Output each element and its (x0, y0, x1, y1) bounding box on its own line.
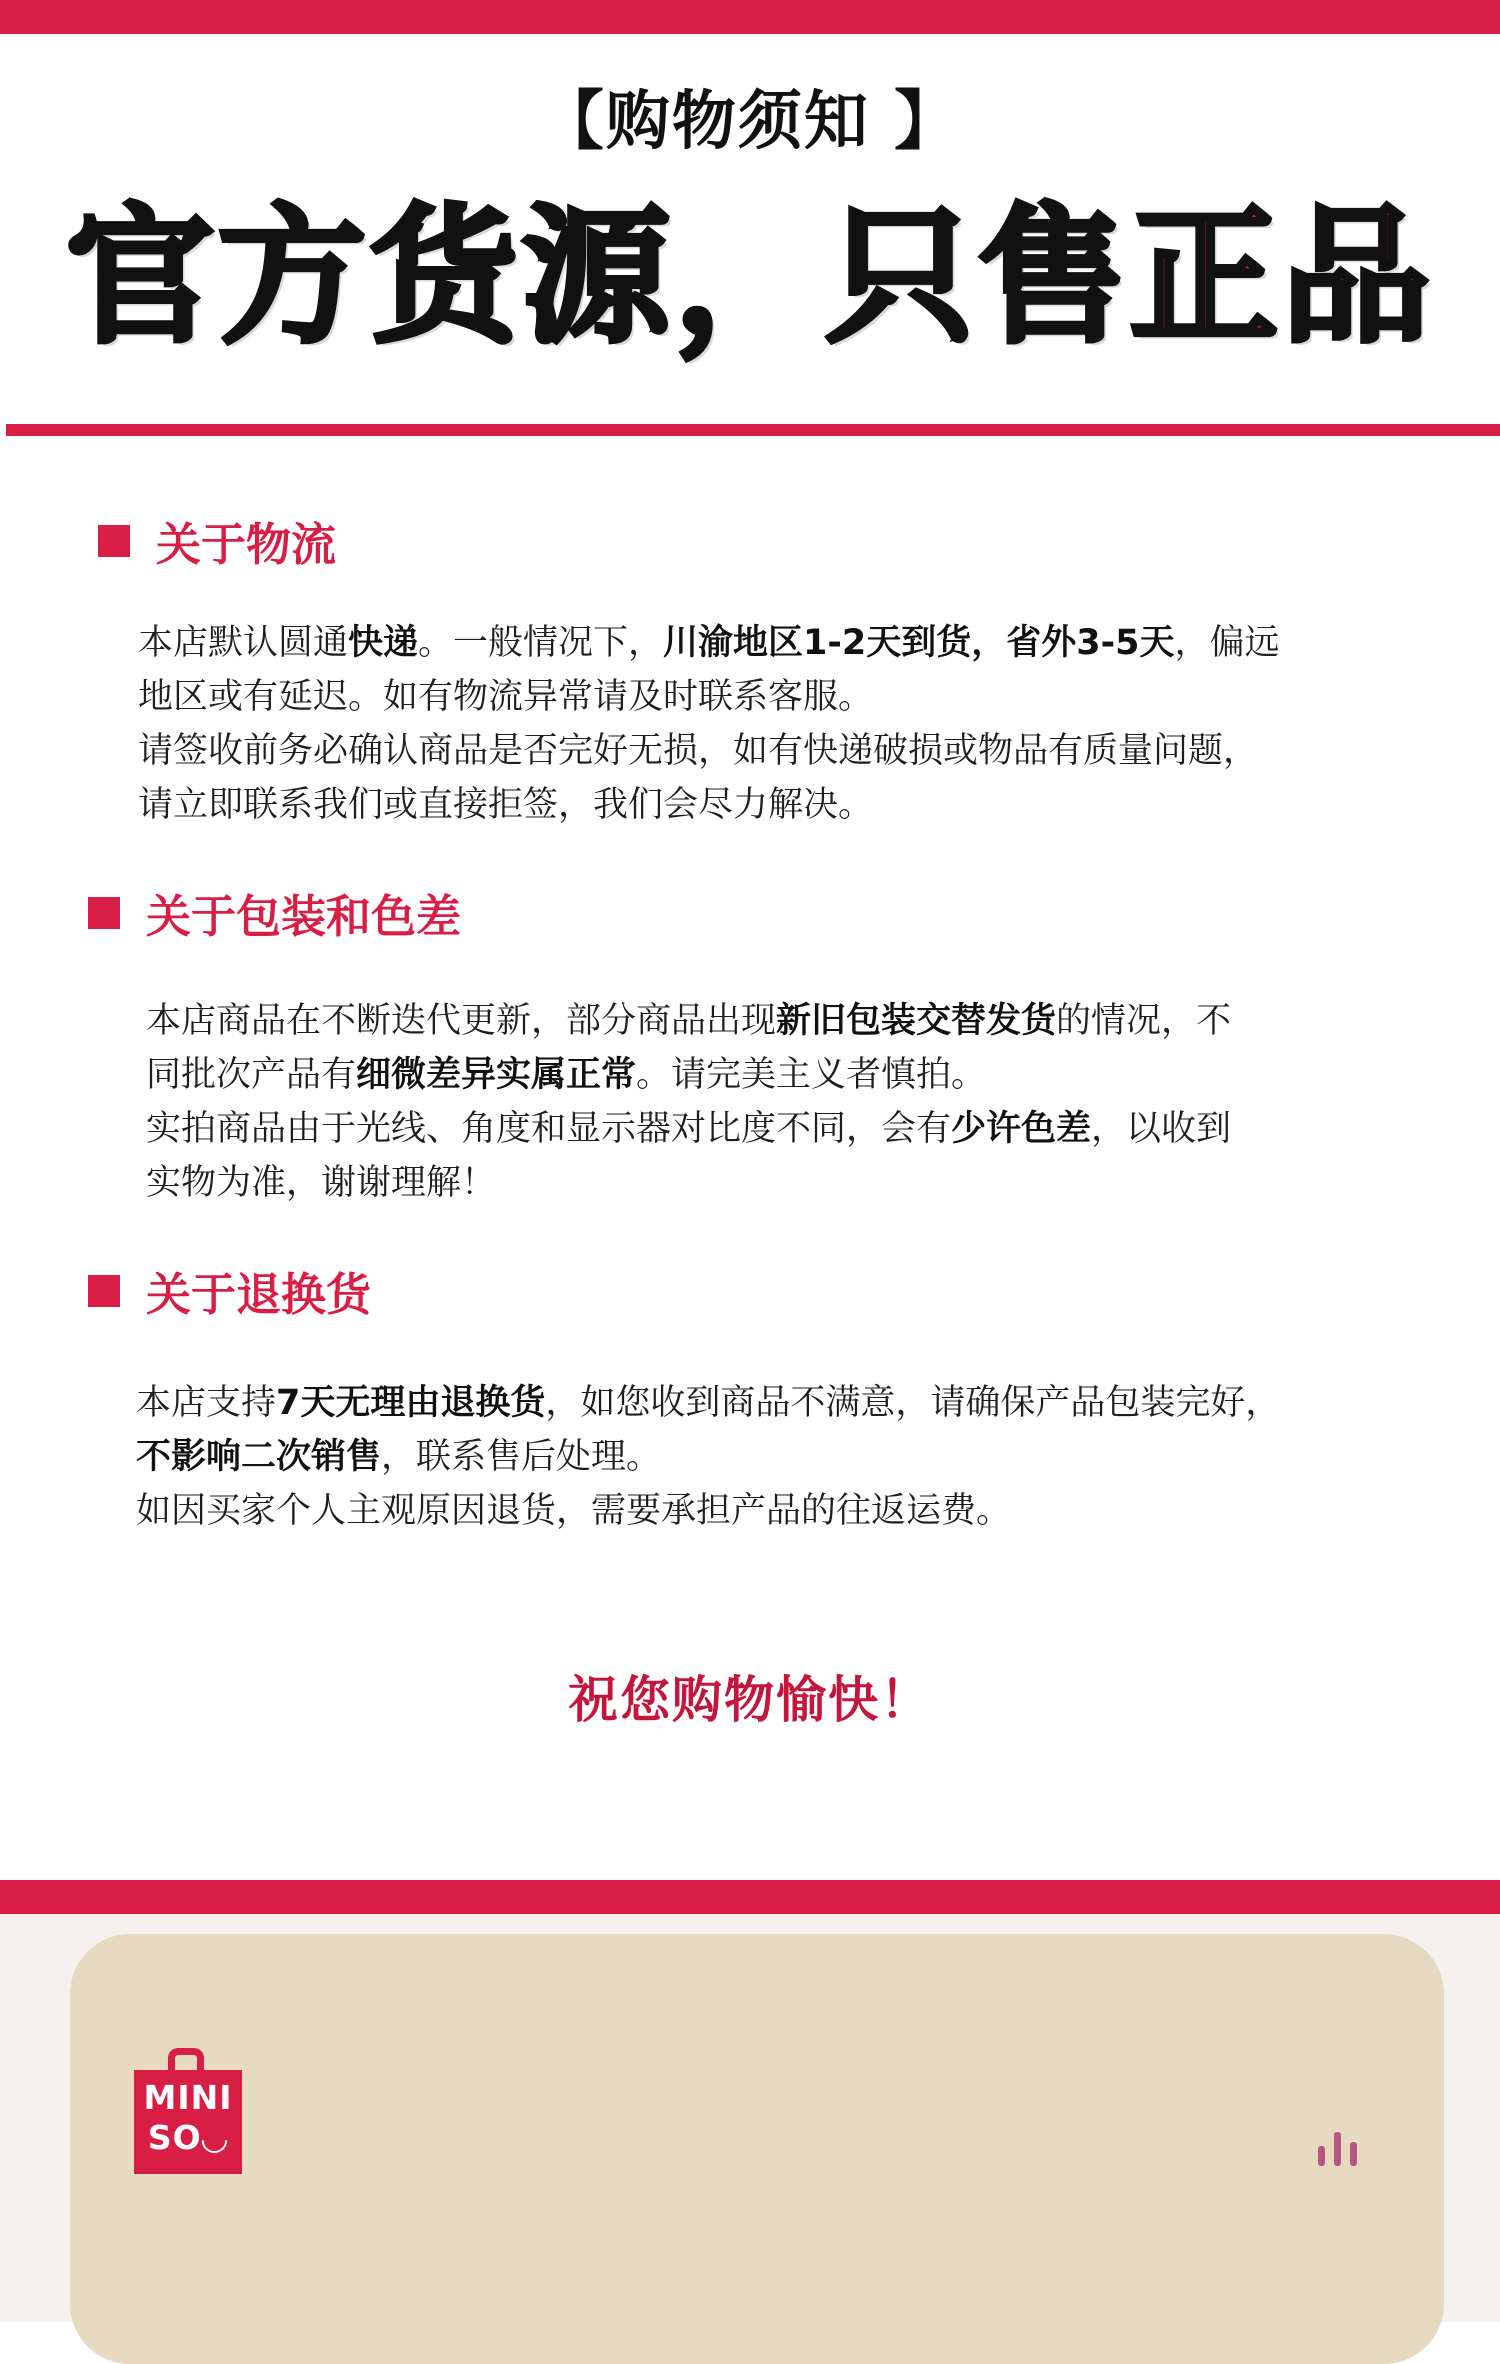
body-line (138, 670, 1438, 724)
bottom-accent-bar (0, 1880, 1500, 1914)
body-line (146, 994, 1446, 1048)
headline (60, 192, 1440, 362)
body-line (146, 1102, 1446, 1156)
body-text: 请签收前务必确认商品是否完好无损，如有快递破损或物品有质量问题， (138, 731, 1259, 771)
miniso-logo (134, 2048, 242, 2174)
headline-dark-text: 官方货源，只售 (66, 191, 1130, 363)
emphasis-text: 7天无理由退换货 (276, 1383, 546, 1423)
body-line (138, 778, 1438, 832)
body-text: ，联系售后处理。 (381, 1437, 662, 1477)
emphasis-text: 新旧包装交替发货 (776, 1001, 1057, 1041)
headline-red-text: 正品 (1130, 191, 1434, 363)
top-accent-bar (0, 0, 1500, 34)
logo-box (134, 2070, 242, 2174)
section-heading-logistics (98, 508, 336, 573)
emphasis-text: 川渝地区1-2天到货，省外3-5天 (663, 623, 1175, 663)
section-heading-returns (88, 1258, 371, 1323)
square-bullet-icon (98, 525, 130, 557)
section-body-logistics (138, 616, 1438, 832)
body-text: 实物为准，谢谢理解！ (146, 1163, 497, 1203)
section-body-returns (136, 1376, 1436, 1538)
square-bullet-icon (88, 897, 120, 929)
logo-line2: SO◡ (147, 2118, 229, 2157)
headline-divider (6, 424, 1500, 436)
body-text: 如因买家个人主观原因退货，需要承担产品的往返运费。 (136, 1491, 1012, 1531)
product-card (70, 1934, 1444, 2364)
body-text: 同批次产品有 (146, 1055, 357, 1095)
body-text: 实拍商品由于光线、角度和显示器对比度不同，会有 (146, 1109, 952, 1149)
body-text: ，偏远 (1174, 623, 1280, 663)
body-text: 本店商品在不断迭代更新，部分商品出现 (146, 1001, 777, 1041)
emphasis-text: 少许色差 (951, 1109, 1092, 1149)
body-text: ，以收到 (1091, 1109, 1232, 1149)
body-line (136, 1376, 1436, 1430)
body-text: ，如您收到商品不满意，请确保产品包装完好， (545, 1383, 1281, 1423)
body-text: 。请完美主义者慎拍。 (636, 1055, 987, 1095)
body-line (138, 724, 1438, 778)
body-line (146, 1156, 1446, 1210)
emphasis-text: 不影响二次销售 (136, 1437, 382, 1477)
body-line (136, 1430, 1436, 1484)
logo-line1: MINI (143, 2078, 233, 2117)
body-text: 的情况，不 (1056, 1001, 1232, 1041)
body-text: 请立即联系我们或直接拒签，我们会尽力解决。 (138, 785, 874, 825)
emphasis-text: 快递 (348, 623, 419, 663)
signal-bars-icon (1318, 2130, 1368, 2166)
emphasis-text: 细微差异实属正常 (356, 1055, 637, 1095)
body-text: 。一般情况下， (418, 623, 664, 663)
section-heading-text: 关于包装和色差 (146, 890, 462, 943)
body-text: 本店支持 (136, 1383, 277, 1423)
section-body-packaging (146, 994, 1446, 1210)
section-heading-packaging (88, 880, 461, 945)
body-text: 本店默认圆通 (138, 623, 349, 663)
section-heading-text: 关于退换货 (146, 1268, 372, 1321)
body-line (136, 1484, 1436, 1538)
section-heading-text: 关于物流 (156, 518, 337, 571)
body-line (146, 1048, 1446, 1102)
body-text: 地区或有延迟。如有物流异常请及时联系客服。 (138, 677, 874, 717)
notice-title: 【购物须知 】 (539, 85, 961, 159)
body-line (138, 616, 1438, 670)
greeting: 祝您购物愉快！ (568, 1671, 932, 1729)
square-bullet-icon (88, 1275, 120, 1307)
